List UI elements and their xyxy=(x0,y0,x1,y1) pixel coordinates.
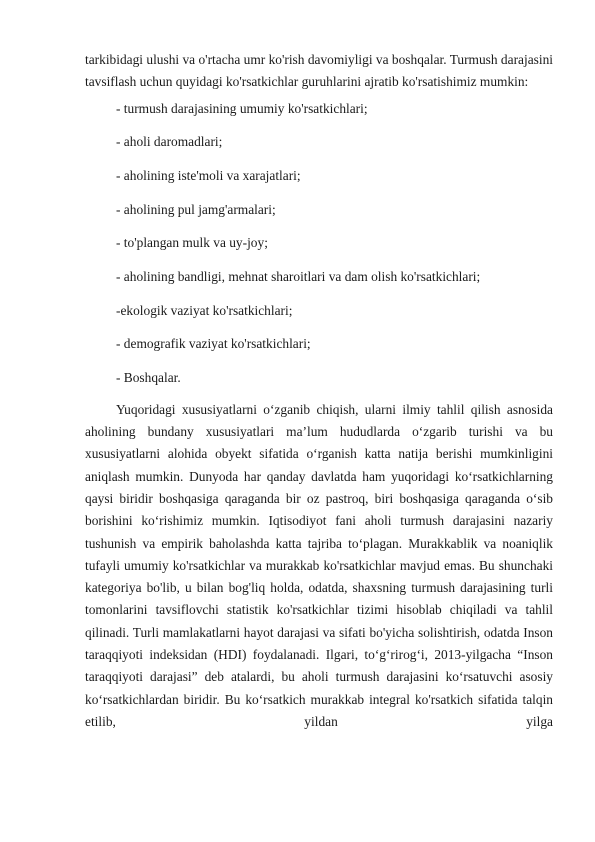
list-item: - to'plangan mulk va uy-joy; xyxy=(116,235,268,251)
list-item: - aholining bandligi, mehnat sharoitlari va dam olish ko'rsatkichlari; xyxy=(116,269,481,285)
list-item: - demografik vaziyat ko'rsatkichlari; xyxy=(116,336,311,352)
list-item: - aholining pul jamg'armalari; xyxy=(116,201,276,217)
indicator-list xyxy=(85,98,553,390)
list-item: - aholining iste'moli va xarajatlari; xyxy=(116,167,301,183)
intro-paragraph: tarkibidagi ulushi va o'rtacha umr ko'rish davomiyligi va boshqalar. Turmush darajasini tavsiflash uchun quyidagi ko'rsatkichlar guruhlarini ajratib ko'rsatishimiz mumkin: xyxy=(85,52,553,90)
document-body xyxy=(85,49,553,733)
list-item: - Boshqalar. xyxy=(116,370,181,386)
list-item: -ekologik vaziyat ko'rsatkichlari; xyxy=(116,302,293,318)
list-item: - aholi daromadlari; xyxy=(116,134,223,150)
body-paragraph: Yuqoridagi xususiyatlarni oʻzganib chiqish, ularni ilmiy tahlil qilish asnosida aholining bundany xususiyatlari ma’lum hududlarda oʻzgarib turishi va bu xususiyatlarni alohida obyekt sifatida oʻrganish katta natija berishi mumkinligini aniqlash mumkin. Dunyoda har qanday davlatda ham yuqoridagi koʻrsatkichlarning qaysi biridir boshqasiga qaraganda bir oz pastroq, biri boshqasiga qaraganda oʻsib borishini koʻrishimiz mumkin. Iqtisodiyot fani aholi turmush darajasini nazariy tushunish va empirik baholashda katta tajriba to‘plagan. Murakkablik va noaniqlik tufayli umumiy ko'rsatkichlar va murakkab ko'rsatkichlar mavjud emas. Bu shunchaki kategoriya bo'lib, u bilan bog'liq holda, odatda, shaxsning turmush darajasining turli tomonlarini tavsiflovchi statistik ko'rsatkichlar tizimi hisoblab chiqiladi va tahlil qilinadi. Turli mamlakatlarni hayot darajasi va sifati bo'yicha solishtirish, odatda Inson taraqqiyoti indeksidan (HDI) foydalanadi. Ilgari, toʻgʻrirogʻi, 2013-yilgacha “Inson taraqqiyoti darajasi” deb atalardi, bu aholi turmush darajasini koʻrsatuvchi asosiy koʻrsatkichlardan biridir. Bu koʻrsatkich murakkab integral ko'rsatkich sifatida talqin etilib, yildan yilga xyxy=(85,401,553,729)
list-item: - turmush darajasining umumiy ko'rsatkichlari; xyxy=(116,100,368,116)
